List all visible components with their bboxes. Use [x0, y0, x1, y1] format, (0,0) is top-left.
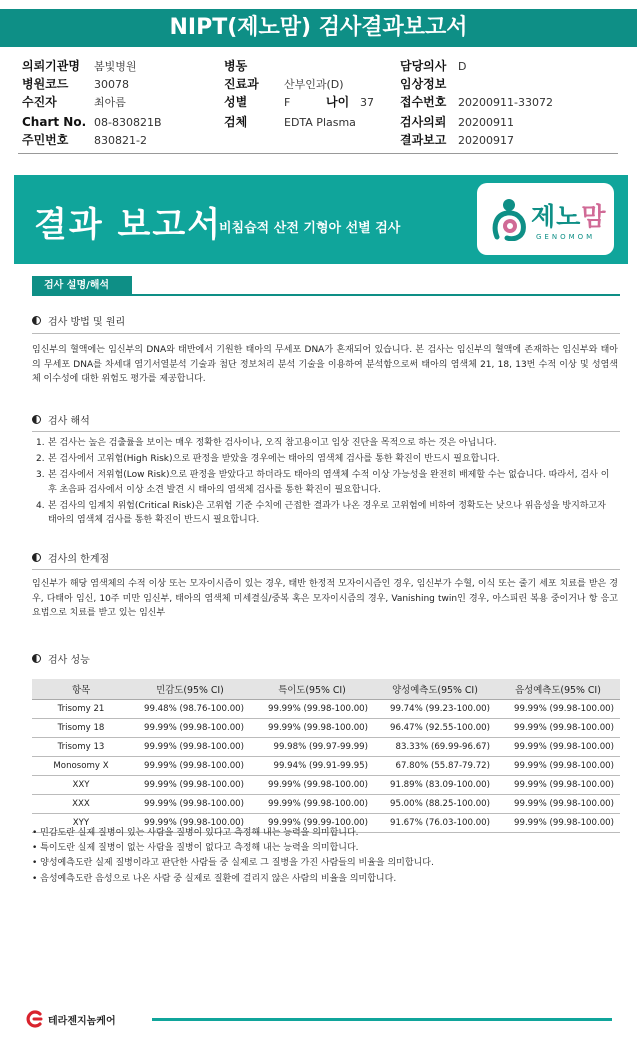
method-heading-text: 검사 방법 및 원리 [48, 317, 126, 328]
info-label: 검체 [224, 115, 248, 129]
list-item [36, 452, 616, 466]
footer-divider [152, 1018, 612, 1021]
table-cell: 99.99% (99.98-100.00) [496, 756, 620, 775]
info-label: 나이 [326, 95, 350, 109]
table-cell: 99.99% (99.98-100.00) [130, 813, 250, 832]
company-name: 테라젠지놈케어 [48, 1015, 116, 1027]
table-cell: 99.99% (99.98-100.00) [496, 699, 620, 718]
info-row-accession-no [400, 92, 553, 112]
table-cell: 99.99% (99.98-100.00) [250, 794, 374, 813]
table-row [32, 699, 620, 718]
table-cell: 99.99% (99.98-100.00) [250, 775, 374, 794]
table-cell: Monosomy X [32, 756, 130, 775]
section-tab: 검사 설명/해석 [32, 276, 132, 295]
half-circle-icon [32, 415, 41, 424]
report-banner [14, 175, 628, 264]
info-row-specimen [224, 112, 356, 132]
table-cell: Trisomy 13 [32, 737, 130, 756]
performance-heading-text: 검사 성능 [48, 655, 90, 666]
subsection-divider [32, 431, 620, 432]
info-value: 봄빛병원 [94, 60, 137, 73]
table-cell: 99.99% (99.99-100.00) [250, 813, 374, 832]
info-row-chart-no [22, 112, 162, 132]
info-label: 임상정보 [400, 77, 447, 91]
info-row-resident-no [22, 130, 147, 150]
table-cell: 99.99% (99.98-100.00) [130, 756, 250, 775]
column-header: 항목 [32, 679, 130, 699]
list-number: 4. [36, 500, 45, 511]
table-cell: 83.33% (69.99-96.67) [374, 737, 496, 756]
table-cell: 99.99% (99.98-100.00) [496, 813, 620, 832]
banner-subtitle: 비침습적 산전 기형아 선별 검사 [219, 221, 401, 236]
info-row-hospital-code [22, 74, 129, 94]
list-item [36, 468, 616, 496]
table-cell: 99.99% (99.98-100.00) [496, 794, 620, 813]
table-cell: 99.99% (99.98-100.00) [250, 699, 374, 718]
logo-wordmark [531, 197, 606, 233]
table-cell: 99.48% (98.76-100.00) [130, 699, 250, 718]
info-row-ward [224, 56, 284, 76]
info-label: 검사의뢰 [400, 115, 447, 129]
info-value: 20200911 [458, 116, 514, 129]
info-value: 08-830821B [94, 116, 162, 129]
table-cell: 99.99% (99.98-100.00) [496, 775, 620, 794]
table-cell: 91.67% (76.03-100.00) [374, 813, 496, 832]
info-label: 의뢰기관명 [22, 59, 80, 73]
info-row-request-date [400, 112, 514, 132]
info-value: 산부인과(D) [284, 78, 344, 91]
info-value: F [284, 96, 291, 109]
info-label: Chart No. [22, 115, 87, 129]
column-header: 특이도(95% CI) [250, 679, 374, 699]
list-text: 본 검사는 높은 검출률을 보이는 매우 정확한 검사이나, 오직 참고용이고 임상 진단을 목적으로 하는 것은 아닙니다. [48, 438, 497, 448]
column-header: 음성예측도(95% CI) [496, 679, 620, 699]
info-label: 접수번호 [400, 95, 447, 109]
half-circle-icon [32, 316, 41, 325]
table-row [32, 756, 620, 775]
method-heading [32, 313, 125, 328]
table-cell: 99.99% (99.98-100.00) [130, 775, 250, 794]
info-value: 20200917 [458, 134, 514, 147]
table-cell: 99.99% (99.98-100.00) [496, 718, 620, 737]
table-row [32, 775, 620, 794]
list-text: 본 검사에서 저위험(Low Risk)으로 판정을 받았다고 하더라도 태아의 염색체 수적 이상 가능성을 완전히 배제할 수는 없습니다. 따라서, 검사 이후 초음파 검사에서 이상 소견 발견 시 태아의 염색체 검사를 통한 확진이 필요합니다. [48, 470, 610, 495]
info-label: 수진자 [22, 95, 57, 109]
table-cell: XXX [32, 794, 130, 813]
list-text: 본 검사의 임계치 위험(Critical Risk)은 고위험 기준 수치에 근접한 결과가 나온 경우로 고위험에 비하여 정확도는 낮으나 위음성을 방지하고자 태아의 염색체 검사를 통한 확진이 반드시 필요합니다. [48, 500, 606, 526]
list-number: 1. [36, 438, 45, 448]
interpretation-heading [32, 412, 90, 427]
list-item [36, 436, 616, 450]
table-cell: 96.47% (92.55-100.00) [374, 718, 496, 737]
info-label: 주민번호 [22, 133, 69, 147]
info-value: 30078 [94, 78, 129, 91]
info-row-age [326, 92, 374, 112]
limitations-heading-text: 검사의 한계점 [48, 554, 110, 565]
note-item: • 민감도란 실제 질병이 있는 사람을 질병이 있다고 측정해 내는 능력을 의미합니다. [32, 828, 359, 838]
limitations-heading [32, 550, 109, 565]
info-value: EDTA Plasma [284, 116, 356, 129]
table-cell: XYY [32, 813, 130, 832]
info-row-patient [22, 92, 126, 112]
column-header: 민감도(95% CI) [130, 679, 250, 699]
table-cell: 99.94% (99.91-99.95) [250, 756, 374, 775]
list-number: 2. [36, 454, 45, 465]
limitations-text: 임신부가 해당 염색체의 수적 이상 또는 모자이시즘이 있는 경우, 태반 한정적 모자이시즘인 경우, 임신부가 수혈, 이식 또는 줄기 세포 치료를 받은 경우, 다태아 임신, 10주 미만 임신부, 태아의 염색체 미세결실/중복 혹은 모자이시즘의 경우, Vanishing twin인 경우, 아스피린 복용 중이거나 항 응고 요법으로 치료를 받고 있는 임신부 [32, 579, 618, 618]
patient-info [0, 52, 637, 152]
info-value: 830821-2 [94, 134, 147, 147]
report-title: NIPT(제노맘) 검사결과보고서 [0, 9, 637, 47]
logo-accent-text: 맘 [581, 202, 607, 231]
info-row-report-date [400, 130, 514, 150]
mother-baby-icon [489, 197, 529, 241]
note-item: • 특이도란 실제 질병이 없는 사람을 질병이 없다고 측정해 내는 능력을 의미합니다. [32, 843, 359, 854]
table-cell: Trisomy 21 [32, 699, 130, 718]
table-row [32, 737, 620, 756]
table-cell: 91.89% (83.09-100.00) [374, 775, 496, 794]
info-label: 담당의사 [400, 59, 447, 73]
table-cell: XXY [32, 775, 130, 794]
subsection-divider [32, 569, 620, 570]
table-cell: 95.00% (88.25-100.00) [374, 794, 496, 813]
half-circle-icon [32, 654, 41, 663]
logo-main-text: 제노 [531, 202, 582, 231]
table-cell: 99.99% (99.98-100.00) [130, 737, 250, 756]
info-label: 진료과 [224, 77, 259, 91]
company-logo [24, 1010, 116, 1028]
performance-table [32, 679, 620, 833]
table-cell: 99.99% (99.98-100.00) [250, 718, 374, 737]
info-value: 최아름 [94, 96, 126, 109]
table-cell: 67.80% (55.87-79.72) [374, 756, 496, 775]
info-value: 37 [360, 96, 374, 109]
list-number: 3. [36, 470, 45, 481]
info-row-sex [224, 92, 290, 112]
note-item: • 양성예측도란 실제 질병이라고 판단한 사람들 중 실제로 그 질병을 가진 사람들의 비율을 의미합니다. [32, 858, 434, 869]
info-value: D [458, 60, 467, 73]
method-text: 임신부의 혈액에는 임신부의 DNA와 태반에서 기원한 태아의 무세포 DNA가 혼재되어 있습니다. 본 검사는 임신부의 혈액에 존재하는 임신부와 태아의 무세포 DNA를 차세대 염기서열분석 기술과 첨단 정보처리 분석 기술을 이용하여 분석함으로써 태아의 염색체 21, 18, 13번 수적 이상 및 성염색체 이수성에 대한 위험도 평가를 제공합니다. [32, 345, 618, 384]
subsection-divider [32, 333, 620, 334]
list-item [36, 499, 616, 527]
info-label: 결과보고 [400, 133, 447, 147]
table-cell: 99.74% (99.23-100.00) [374, 699, 496, 718]
table-cell: 99.98% (99.97-99.99) [250, 737, 374, 756]
info-divider [18, 153, 618, 154]
table-cell: 99.99% (99.98-100.00) [130, 794, 250, 813]
interpretation-heading-text: 검사 해석 [48, 416, 90, 427]
table-cell: 99.99% (99.98-100.00) [130, 718, 250, 737]
table-cell: Trisomy 18 [32, 718, 130, 737]
logo-english-text: GENOMOM [536, 233, 596, 241]
banner-title: 결과 보고서 [34, 205, 223, 245]
performance-notes [32, 826, 622, 887]
table-row [32, 794, 620, 813]
note-item: • 음성예측도란 음성으로 나온 사람 중 실제로 질환에 걸리지 않은 사람의 비율을 의미합니다. [32, 873, 397, 884]
genomom-logo [477, 183, 614, 255]
column-header: 양성예측도(95% CI) [374, 679, 496, 699]
table-row [32, 718, 620, 737]
info-row-doctor [400, 56, 466, 76]
info-label: 성별 [224, 95, 248, 109]
half-circle-icon [32, 553, 41, 562]
performance-heading [32, 651, 90, 666]
table-header-row [32, 679, 620, 699]
interpretation-list [36, 436, 616, 529]
info-row-department [224, 74, 344, 94]
info-label: 병동 [224, 59, 248, 73]
info-value: 20200911-33072 [458, 96, 553, 109]
info-row-institution [22, 56, 137, 76]
section-underline [32, 294, 620, 296]
table-cell: 99.99% (99.98-100.00) [496, 737, 620, 756]
company-logo-icon [24, 1010, 44, 1028]
list-text: 본 검사에서 고위험(High Risk)으로 판정을 받았을 경우에는 태아의 염색체 검사를 통한 확진이 반드시 필요합니다. [48, 454, 500, 465]
info-row-clinical-info [400, 74, 458, 94]
info-label: 병원코드 [22, 77, 69, 91]
